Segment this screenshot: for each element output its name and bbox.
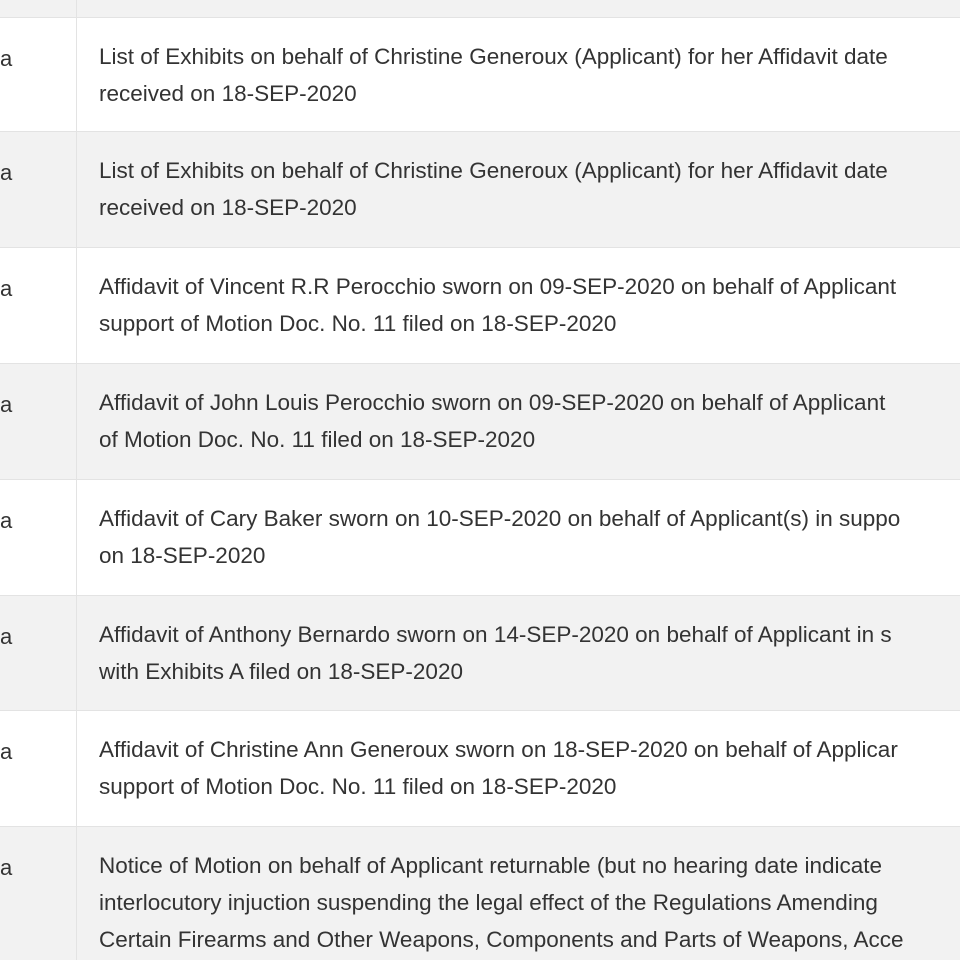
- row-description-cell: [77, 18, 960, 131]
- row-description: [99, 616, 892, 690]
- row-number: a: [0, 739, 13, 764]
- row-number-cell: [0, 827, 77, 960]
- description-line: Affidavit of Cary Baker sworn on 10-SEP-2020 on behalf of Applicant(s) in suppo: [99, 506, 901, 531]
- row-number: a: [0, 276, 13, 301]
- row-description: [99, 38, 888, 112]
- table-row: [0, 827, 960, 960]
- description-line: on 18-SEP-2020: [99, 543, 266, 568]
- row-number: a: [0, 508, 13, 533]
- row-description: [99, 731, 898, 805]
- row-number-cell: [0, 248, 77, 363]
- row-number: a: [0, 855, 13, 880]
- row-description: [99, 500, 900, 574]
- row-description: [99, 268, 896, 342]
- description-line: received on 18-SEP-2020: [99, 195, 357, 220]
- row-number-cell: [0, 711, 77, 826]
- row-number: a: [0, 46, 13, 71]
- row-number-cell: [0, 18, 77, 131]
- row-number: a: [0, 624, 13, 649]
- description-line: Affidavit of John Louis Perocchio sworn on 09-SEP-2020 on behalf of Applicant: [99, 390, 886, 415]
- table-row: [0, 480, 960, 596]
- description-line: Affidavit of Christine Ann Generoux sworn on 18-SEP-2020 on behalf of Applicar: [99, 737, 898, 762]
- row-description: [99, 847, 904, 958]
- description-line: List of Exhibits on behalf of Christine Generoux (Applicant) for her Affidavit date: [99, 44, 888, 69]
- row-number: a: [0, 392, 13, 417]
- row-description-cell: [77, 248, 960, 363]
- row-description-cell: [77, 711, 960, 826]
- row-number-cell: [0, 596, 77, 710]
- row-number: a: [0, 160, 13, 185]
- table-row: [0, 596, 960, 711]
- row-description: [99, 384, 885, 458]
- row-number-cell: [0, 132, 77, 247]
- table-row: [0, 0, 960, 18]
- description-line: of Motion Doc. No. 11 filed on 18-SEP-2020: [99, 427, 536, 452]
- description-line: support of Motion Doc. No. 11 filed on 18-SEP-2020: [99, 311, 617, 336]
- row-description: [99, 152, 888, 226]
- description-line: Certain Firearms and Other Weapons, Components and Parts of Weapons, Acce: [99, 927, 904, 952]
- row-description-cell: [77, 827, 960, 960]
- table-row: [0, 132, 960, 248]
- description-line: Affidavit of Vincent R.R Perocchio sworn on 09-SEP-2020 on behalf of Applicant: [99, 274, 897, 299]
- description-line: Affidavit of Anthony Bernardo sworn on 14-SEP-2020 on behalf of Applicant in s: [99, 622, 892, 647]
- table-row: [0, 364, 960, 480]
- description-line: support of Motion Doc. No. 11 filed on 18-SEP-2020: [99, 774, 617, 799]
- row-description-cell: [77, 480, 960, 595]
- row-description-cell: [77, 132, 960, 247]
- table-row: [0, 248, 960, 364]
- table-row: [0, 711, 960, 827]
- description-line: received on 18-SEP-2020: [99, 81, 357, 106]
- row-number-cell: [0, 0, 77, 17]
- row-description-cell: [77, 364, 960, 479]
- description-line: Notice of Motion on behalf of Applicant returnable (but no hearing date indicate: [99, 853, 883, 878]
- row-number-cell: [0, 364, 77, 479]
- row-number-cell: [0, 480, 77, 595]
- description-line: with Exhibits A filed on 18-SEP-2020: [99, 659, 463, 684]
- description-line: interlocutory injuction suspending the legal effect of the Regulations Amending: [99, 890, 878, 915]
- table-row: [0, 18, 960, 132]
- row-description-cell: [77, 0, 960, 17]
- row-description-cell: [77, 596, 960, 710]
- description-line: List of Exhibits on behalf of Christine Generoux (Applicant) for her Affidavit date: [99, 158, 888, 183]
